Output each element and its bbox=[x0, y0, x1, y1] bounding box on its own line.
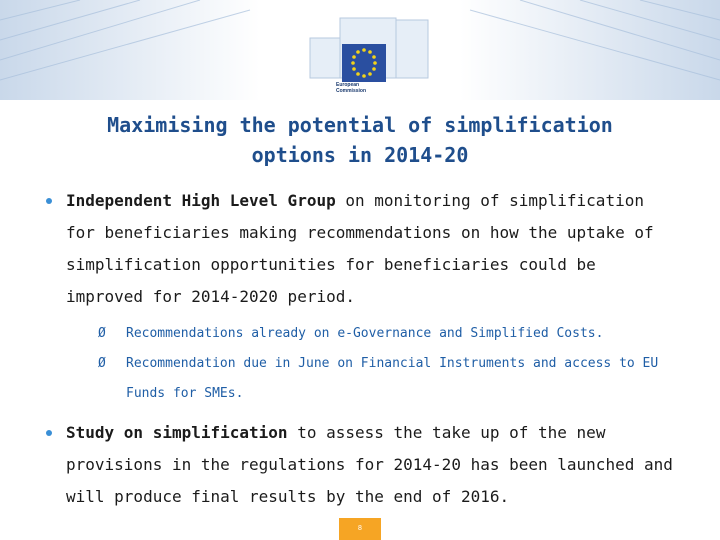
header-band bbox=[0, 0, 720, 100]
slide-title bbox=[40, 110, 680, 170]
bullet-text-2 bbox=[66, 417, 680, 513]
sub-item-text-2: Recommendation due in June on Financial Instruments and access to EU Funds for SMEs. bbox=[126, 356, 659, 401]
logo-line1: European bbox=[336, 82, 360, 88]
sub-list bbox=[98, 319, 680, 409]
bullet-body-2: to assess the take up of the new provisions in the regulations for 2014-20 has been launched and will produce final results by the end of 2016. bbox=[66, 423, 673, 506]
slide-content bbox=[40, 185, 680, 513]
title-line-2: options in 2014-20 bbox=[251, 143, 469, 167]
logo-line2: Commission bbox=[336, 88, 367, 94]
bullet-dot-icon bbox=[46, 198, 52, 204]
bullet-item-1 bbox=[40, 185, 680, 313]
sub-item-text-1: Recommendations already on e-Governance and Simplified Costs. bbox=[126, 326, 604, 341]
arrow-bullet-icon: Ø bbox=[98, 356, 106, 371]
sub-item-2 bbox=[98, 349, 680, 409]
arrow-bullet-icon: Ø bbox=[98, 326, 106, 341]
bullet-body-1: on monitoring of simplification for beneficiaries making recommendations on how the uptake of simplification opportunities for beneficiaries could be improved for 2014-2020 period. bbox=[66, 191, 654, 306]
bullet-text-1 bbox=[66, 185, 680, 313]
page-number: 8 bbox=[339, 518, 381, 540]
bullet-item-2 bbox=[40, 417, 680, 513]
logo-caption bbox=[336, 82, 396, 94]
sub-item-1 bbox=[98, 319, 680, 349]
bullet-dot-icon bbox=[46, 430, 52, 436]
bullet-bold-1: Independent High Level Group bbox=[66, 191, 336, 210]
bullet-bold-2: Study on simplification bbox=[66, 423, 288, 442]
title-line-1: Maximising the potential of simplification bbox=[107, 113, 613, 137]
